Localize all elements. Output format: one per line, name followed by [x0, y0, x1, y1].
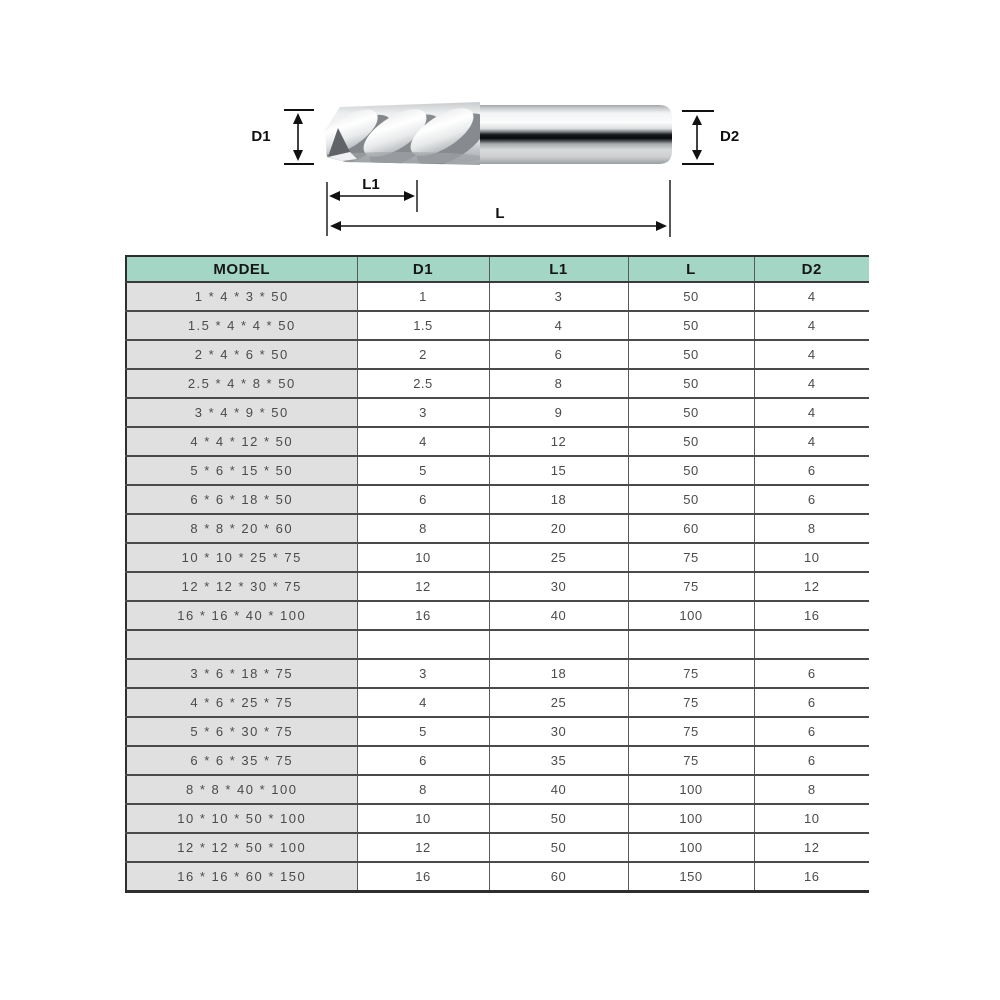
l1-cell: 50 — [489, 804, 628, 833]
d1-cell: 3 — [357, 398, 489, 427]
d1-cell: 1 — [357, 282, 489, 311]
l-cell: 50 — [628, 456, 754, 485]
d2-cell: 4 — [754, 282, 869, 311]
d2-cell: 6 — [754, 456, 869, 485]
model-cell: 1 * 4 * 3 * 50 — [126, 282, 357, 311]
table-row — [126, 862, 869, 892]
l1-cell: 3 — [489, 282, 628, 311]
d2-cell: 8 — [754, 775, 869, 804]
d2-cell: 10 — [754, 543, 869, 572]
d2-cell: 4 — [754, 398, 869, 427]
model-cell: 16 * 16 * 40 * 100 — [126, 601, 357, 630]
d2-cell: 4 — [754, 369, 869, 398]
d1-cell: 12 — [357, 572, 489, 601]
table-row — [126, 398, 869, 427]
l-cell: 75 — [628, 688, 754, 717]
l-cell: 50 — [628, 398, 754, 427]
endmill-flutes — [311, 99, 495, 178]
l1-cell: 12 — [489, 427, 628, 456]
model-cell: 8 * 8 * 40 * 100 — [126, 775, 357, 804]
l1-cell: 15 — [489, 456, 628, 485]
table-row — [126, 659, 869, 688]
d1-cell: 2 — [357, 340, 489, 369]
l-cell: 75 — [628, 659, 754, 688]
table-row — [126, 775, 869, 804]
l-cell: 150 — [628, 862, 754, 892]
d2-cell: 6 — [754, 688, 869, 717]
l-cell: 50 — [628, 369, 754, 398]
d2-label: D2 — [720, 128, 740, 145]
model-cell: 10 * 10 * 50 * 100 — [126, 804, 357, 833]
l-cell: 75 — [628, 746, 754, 775]
l1-label: L1 — [362, 176, 380, 193]
l1-cell: 25 — [489, 543, 628, 572]
d1-cell: 10 — [357, 804, 489, 833]
d2-cell: 4 — [754, 427, 869, 456]
d1-cell: 1.5 — [357, 311, 489, 340]
l-cell: 50 — [628, 485, 754, 514]
table-row — [126, 630, 869, 659]
d1-cell: 3 — [357, 659, 489, 688]
l-cell: 100 — [628, 601, 754, 630]
table-row — [126, 717, 869, 746]
d2-cell: 6 — [754, 659, 869, 688]
table-row — [126, 485, 869, 514]
d1-cell: 4 — [357, 427, 489, 456]
l-cell: 100 — [628, 775, 754, 804]
model-cell: 6 * 6 * 35 * 75 — [126, 746, 357, 775]
d1-cell: 8 — [357, 775, 489, 804]
endmill-shank — [470, 105, 672, 164]
spec-table-header — [126, 256, 869, 282]
d2-cell: 16 — [754, 862, 869, 892]
table-row — [126, 456, 869, 485]
column-header-l1: L1 — [489, 256, 628, 282]
d2-cell: 10 — [754, 804, 869, 833]
l1-cell: 35 — [489, 746, 628, 775]
l1-cell: 6 — [489, 340, 628, 369]
table-row — [126, 369, 869, 398]
table-row — [126, 514, 869, 543]
l-cell: 50 — [628, 427, 754, 456]
l-cell: 75 — [628, 717, 754, 746]
d1-cell: 5 — [357, 456, 489, 485]
d1-dimension — [251, 110, 314, 164]
d2-cell: 12 — [754, 833, 869, 862]
d2-cell: 8 — [754, 514, 869, 543]
table-row — [126, 601, 869, 630]
column-header-d2: D2 — [754, 256, 869, 282]
d2-cell — [754, 630, 869, 659]
l-label: L — [495, 205, 505, 222]
l1-cell: 4 — [489, 311, 628, 340]
spec-table — [125, 255, 869, 893]
model-cell: 1.5 * 4 * 4 * 50 — [126, 311, 357, 340]
d2-cell: 6 — [754, 717, 869, 746]
table-row — [126, 833, 869, 862]
l-dimension — [330, 180, 670, 237]
model-cell: 2.5 * 4 * 8 * 50 — [126, 369, 357, 398]
model-cell: 12 * 12 * 30 * 75 — [126, 572, 357, 601]
d1-cell: 2.5 — [357, 369, 489, 398]
model-cell: 10 * 10 * 25 * 75 — [126, 543, 357, 572]
d2-cell: 6 — [754, 746, 869, 775]
d1-cell — [357, 630, 489, 659]
column-header-l: L — [628, 256, 754, 282]
l-cell: 75 — [628, 543, 754, 572]
model-cell: 4 * 6 * 25 * 75 — [126, 688, 357, 717]
l-cell: 50 — [628, 340, 754, 369]
l-cell: 100 — [628, 833, 754, 862]
l1-cell: 20 — [489, 514, 628, 543]
model-cell: 3 * 6 * 18 * 75 — [126, 659, 357, 688]
model-cell — [126, 630, 357, 659]
d1-label: D1 — [251, 128, 271, 145]
l1-cell: 25 — [489, 688, 628, 717]
model-cell: 16 * 16 * 60 * 150 — [126, 862, 357, 892]
l1-cell: 9 — [489, 398, 628, 427]
d1-cell: 16 — [357, 862, 489, 892]
d2-dimension — [682, 111, 739, 164]
d1-cell: 12 — [357, 833, 489, 862]
l-cell — [628, 630, 754, 659]
table-row — [126, 282, 869, 311]
d2-cell: 4 — [754, 311, 869, 340]
l-cell: 100 — [628, 804, 754, 833]
model-cell: 3 * 4 * 9 * 50 — [126, 398, 357, 427]
d1-cell: 16 — [357, 601, 489, 630]
model-cell: 12 * 12 * 50 * 100 — [126, 833, 357, 862]
d1-cell: 6 — [357, 746, 489, 775]
l-cell: 75 — [628, 572, 754, 601]
d2-cell: 16 — [754, 601, 869, 630]
l1-cell: 8 — [489, 369, 628, 398]
spec-table-body — [126, 282, 869, 892]
model-cell: 2 * 4 * 6 * 50 — [126, 340, 357, 369]
table-row — [126, 688, 869, 717]
l1-cell: 40 — [489, 775, 628, 804]
table-row — [126, 746, 869, 775]
l1-cell: 30 — [489, 717, 628, 746]
l1-cell: 30 — [489, 572, 628, 601]
model-cell: 6 * 6 * 18 * 50 — [126, 485, 357, 514]
column-header-d1: D1 — [357, 256, 489, 282]
d1-cell: 8 — [357, 514, 489, 543]
d1-cell: 6 — [357, 485, 489, 514]
table-row — [126, 340, 869, 369]
d1-cell: 10 — [357, 543, 489, 572]
d1-cell: 4 — [357, 688, 489, 717]
table-row — [126, 311, 869, 340]
l-cell: 50 — [628, 311, 754, 340]
model-cell: 8 * 8 * 20 * 60 — [126, 514, 357, 543]
d2-cell: 4 — [754, 340, 869, 369]
model-cell: 5 * 6 * 15 * 50 — [126, 456, 357, 485]
l1-cell: 40 — [489, 601, 628, 630]
table-row — [126, 543, 869, 572]
d2-cell: 12 — [754, 572, 869, 601]
model-cell: 5 * 6 * 30 * 75 — [126, 717, 357, 746]
table-row — [126, 572, 869, 601]
table-row — [126, 427, 869, 456]
l1-cell: 60 — [489, 862, 628, 892]
l1-cell — [489, 630, 628, 659]
l1-cell: 18 — [489, 659, 628, 688]
l-cell: 60 — [628, 514, 754, 543]
l1-cell: 50 — [489, 833, 628, 862]
endmill-diagram — [230, 88, 750, 253]
model-cell: 4 * 4 * 12 * 50 — [126, 427, 357, 456]
column-header-model: MODEL — [126, 256, 357, 282]
table-row — [126, 804, 869, 833]
d1-cell: 5 — [357, 717, 489, 746]
l1-cell: 18 — [489, 485, 628, 514]
l-cell: 50 — [628, 282, 754, 311]
d2-cell: 6 — [754, 485, 869, 514]
